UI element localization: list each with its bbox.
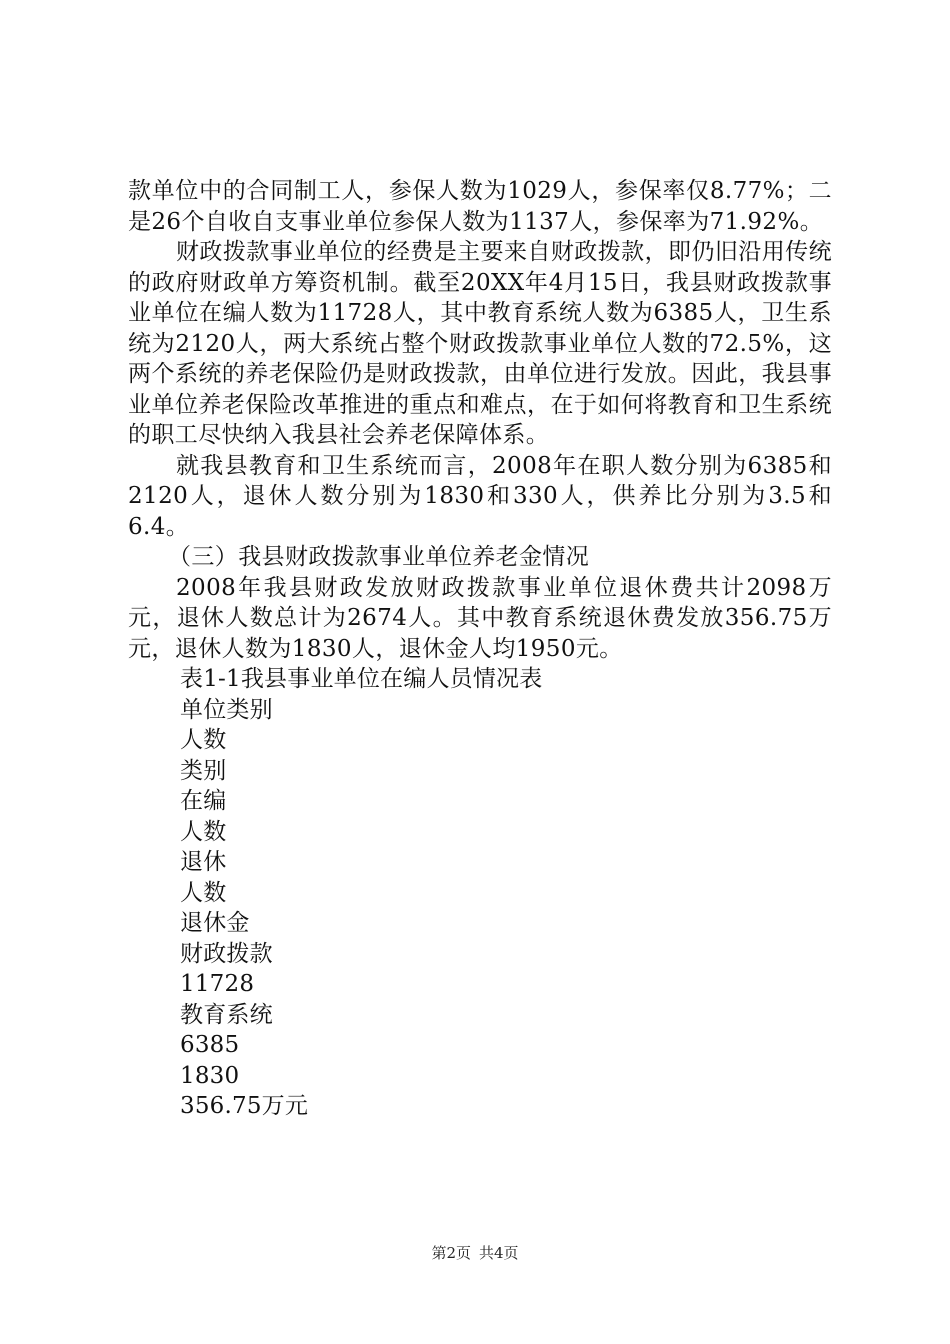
table-line: 在编 xyxy=(180,788,227,814)
paragraph-retirement-payments: 2008年我县财政发放财政拨款事业单位退休费共计2098万元，退休人数总计为2674人。其中教育系统退休费发放356.75万元，退休人数为1830人，退休金人均1950元。 xyxy=(128,574,832,662)
table-line: 356.75万元 xyxy=(180,1093,309,1119)
table-caption: 表1-1我县事业单位在编人员情况表 xyxy=(180,666,543,692)
page-number: 第2页 xyxy=(431,1244,471,1262)
table-line: 教育系统 xyxy=(180,1001,273,1028)
document-body xyxy=(128,176,832,1122)
table-line: 单位类别 xyxy=(180,696,273,723)
table-text-lines xyxy=(128,695,832,1122)
paragraph-funding-mechanism: 财政拨款事业单位的经费是主要来自财政拨款，即仍旧沿用传统的政府财政单方筹资机制。截至20XX年4月15日，我县财政拨款事业单位在编人数为11728人，其中教育系统人数为6385人，卫生系统为2120人，两大系统占整个财政拨款事业单位人数的72.5%，这两个系统的养老保险仍是财政拨款，由单位进行发放。因此，我县事业单位养老保险改革推进的重点和难点，在于如何将教育和卫生系统的职工尽快纳入我县社会养老保障体系。 xyxy=(128,239,832,448)
page-total: 共4页 xyxy=(479,1244,519,1262)
table-line: 人数 xyxy=(180,879,227,906)
table-line: 退休金 xyxy=(180,910,250,936)
paragraph-insurance-rates: 款单位中的合同制工人，参保人数为1029人，参保率仅8.77%；二是26个自收自支事业单位参保人数为1137人，参保率为71.92%。 xyxy=(128,178,832,235)
page-footer xyxy=(0,1243,950,1263)
table-line: 退休 xyxy=(180,849,227,875)
section-heading: （三）我县财政拨款事业单位养老金情况 xyxy=(168,544,590,570)
table-line: 财政拨款 xyxy=(180,940,273,967)
table-line: 1830 xyxy=(180,1062,240,1089)
paragraph-education-health: 就我县教育和卫生系统而言，2008年在职人数分别为6385和2120人，退休人数分别为1830和330人，供养比分别为3.5和6.4。 xyxy=(128,452,832,540)
table-line: 6385 xyxy=(180,1032,240,1058)
table-line: 类别 xyxy=(180,757,227,784)
table-line: 人数 xyxy=(180,727,227,753)
table-line: 人数 xyxy=(180,818,227,845)
table-line: 11728 xyxy=(180,971,255,997)
